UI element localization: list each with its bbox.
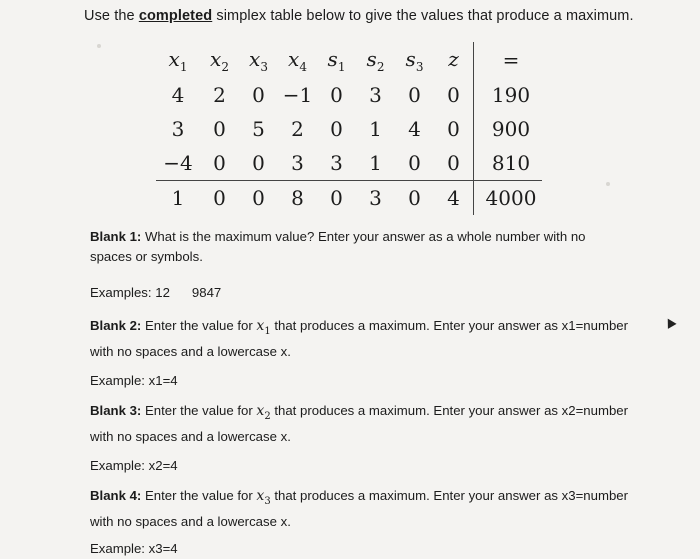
table-cell: 3 — [356, 181, 395, 216]
table-cell: 0 — [408, 83, 421, 107]
table-cell: 0 — [447, 151, 460, 175]
header-x4: $x_4$ — [288, 46, 307, 74]
speck-mark — [606, 182, 610, 186]
header-z: z — [448, 46, 459, 71]
table-cell: 3 — [291, 151, 304, 175]
table-cell: −1 — [282, 83, 313, 107]
table-cell: 0 — [317, 181, 356, 216]
table-rhs-cell: 900 — [474, 112, 543, 146]
blank-3-example: Example: x2=4 — [90, 458, 178, 473]
instructions-tail: simplex table below to give the values that produce a maximum. — [212, 8, 634, 24]
table-cell: 0 — [239, 181, 278, 216]
table-cell: 2 — [213, 83, 226, 107]
mouse-cursor-icon — [663, 316, 676, 329]
instructions-lead: Use the — [84, 8, 139, 24]
blank-1-text: What is the maximum value? Enter your answer as a whole number with no spaces or symbols. — [90, 229, 586, 264]
table-cell: 0 — [447, 83, 460, 107]
header-s2: $s_2$ — [366, 46, 385, 74]
blank-2-label: Blank 2: — [90, 318, 142, 333]
header-s1: $s_1$ — [327, 46, 346, 74]
instructions — [84, 8, 634, 24]
table-cell: 0 — [200, 181, 239, 216]
table-cell: 0 — [330, 117, 343, 141]
table-cell: 4 — [171, 83, 185, 107]
var-x2: $x_2$ — [256, 403, 271, 422]
table-cell: 0 — [447, 117, 460, 141]
table-cell: 0 — [213, 151, 226, 175]
blank-4-label: Blank 4: — [90, 488, 142, 503]
table-cell: 5 — [252, 117, 265, 141]
instructions-emphasis: completed — [138, 8, 213, 24]
table-row — [156, 78, 542, 112]
table-cell: 0 — [330, 83, 343, 107]
blank-3-prompt: Blank 3: Enter the value for $x_2$ that produces a maximum. Enter your answer as x2=number with no spaces and a lowercase x. — [90, 403, 629, 444]
header-x1: $x_1$ — [168, 46, 188, 74]
blank-4-example: Example: x3=4 — [90, 541, 178, 556]
blank-2-example: Example: x1=4 — [90, 373, 178, 388]
table-rhs-cell: 810 — [474, 146, 543, 181]
table-cell: 1 — [369, 117, 382, 141]
table-cell: 4 — [408, 117, 421, 141]
speck-mark — [97, 44, 101, 48]
var-x1: $x_1$ — [256, 318, 271, 337]
table-cell: 1 — [156, 181, 200, 216]
table-cell: 0 — [213, 117, 226, 141]
table-cell: 0 — [408, 151, 421, 175]
table-cell: 2 — [291, 117, 304, 141]
table-cell: 1 — [369, 151, 382, 175]
header-x3: $x_3$ — [249, 46, 268, 74]
table-cell: −4 — [163, 151, 193, 175]
table-cell: 3 — [330, 151, 343, 175]
table-rhs-cell: 190 — [474, 78, 543, 112]
blank-4-prompt: Blank 4: Enter the value for $x_3$ that produces a maximum. Enter your answer as x3=number with no spaces and a lowercase x. — [90, 488, 629, 529]
blank-3-label: Blank 3: — [90, 403, 142, 418]
table-row — [156, 146, 542, 181]
var-x3: $x_3$ — [256, 488, 271, 507]
header-rhs: = — [474, 42, 543, 78]
table-cell: 3 — [369, 83, 382, 107]
table-row — [156, 112, 542, 146]
examples-1-first: Examples: 12 — [90, 285, 170, 300]
simplex-table — [156, 42, 542, 215]
table-cell: 4 — [434, 181, 474, 216]
table-cell: 3 — [171, 117, 185, 141]
table-rhs-cell: 4000 — [474, 181, 543, 216]
blank-1-prompt — [90, 227, 630, 267]
header-x2: $x_2$ — [210, 46, 229, 74]
blank-1-label: Blank 1: — [90, 229, 142, 244]
table-cell: 8 — [278, 181, 317, 216]
header-s3: $s_3$ — [405, 46, 424, 74]
table-header-row — [156, 42, 542, 78]
table-row — [156, 181, 542, 216]
blank-2-prompt: Blank 2: Enter the value for $x_1$ that produces a maximum. Enter your answer as x1=number with no spaces and a lowercase x. — [90, 318, 629, 359]
table-cell: 0 — [395, 181, 434, 216]
examples-1 — [90, 283, 630, 303]
examples-1-second: 9847 — [191, 285, 222, 300]
table-cell: 0 — [252, 83, 265, 107]
table-cell: 0 — [252, 151, 265, 175]
